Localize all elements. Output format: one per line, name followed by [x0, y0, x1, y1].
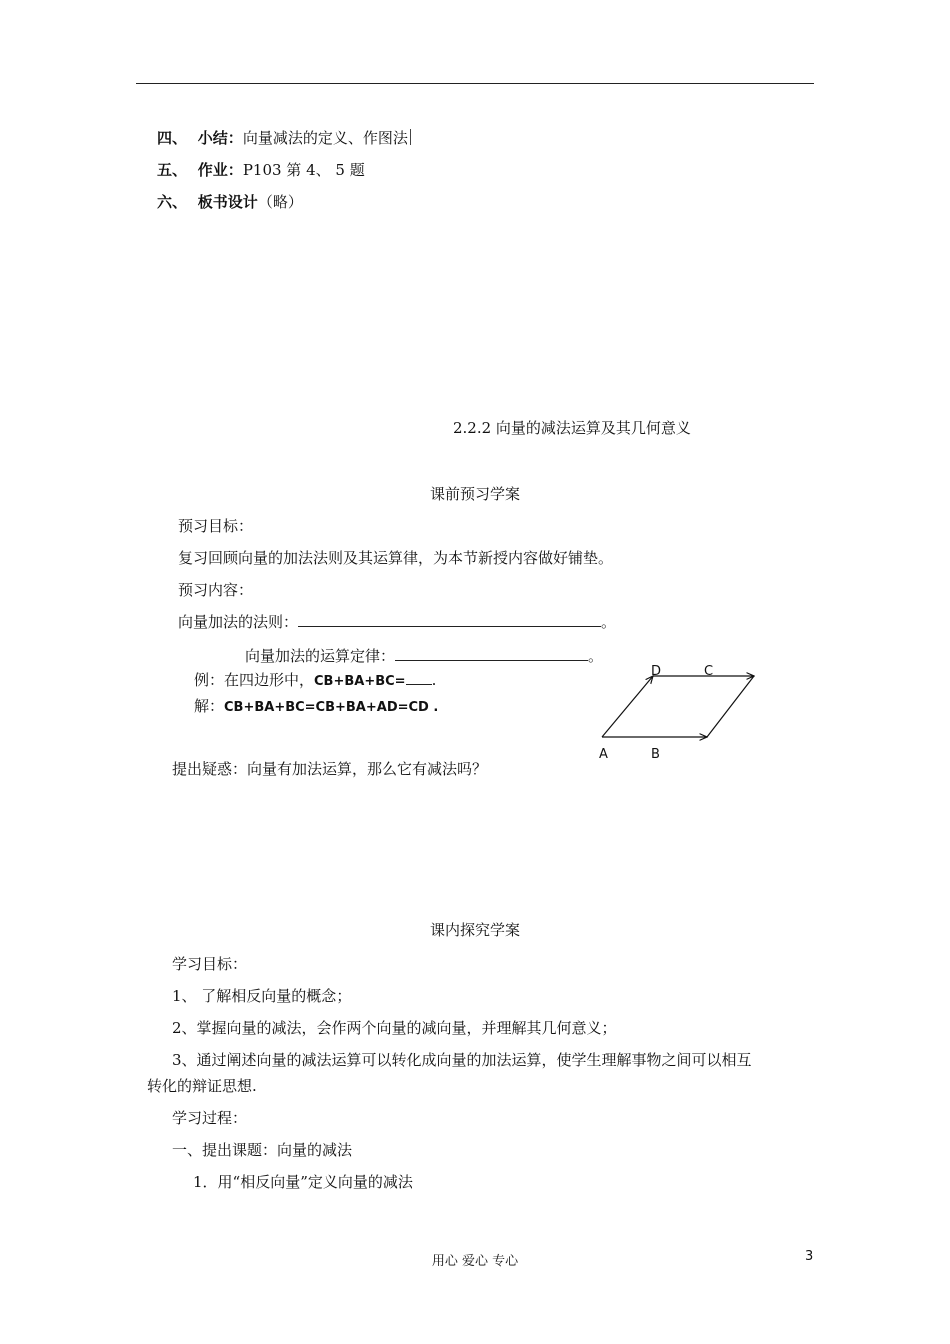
explore-goal-item: 1、 了解相反向量的概念； — [172, 987, 352, 1005]
section-text: （略） — [257, 193, 303, 211]
addition-law-label: 向量加法的运算定律： — [245, 647, 396, 665]
period: 。 — [588, 647, 604, 665]
fill-blank — [298, 612, 601, 627]
section-number: 四、 — [157, 129, 188, 147]
solution-prefix: 解： — [194, 697, 225, 715]
section-summary — [157, 128, 411, 148]
addition-law-line — [245, 646, 603, 666]
parallelogram-diagram — [590, 660, 770, 765]
fill-blank — [395, 646, 588, 661]
text-cursor — [410, 129, 411, 145]
solution-expression: CB+BA+BC=CB+BA+AD=CD . — [224, 700, 439, 715]
vertex-label-d: D — [651, 664, 662, 679]
vertex-label-b: B — [651, 747, 660, 762]
section-label: 小结： — [197, 129, 243, 147]
fill-blank — [406, 670, 432, 685]
period: 。 — [601, 613, 617, 631]
example-expression: CB+BA+BC= — [314, 674, 406, 689]
vertex-label-c: C — [704, 664, 714, 679]
vector-ad — [602, 676, 653, 737]
preview-goal-label: 预习目标： — [178, 517, 254, 535]
preview-content-label: 预习内容： — [178, 581, 254, 599]
process-substep: 1．用“相反向量”定义向量的减法 — [193, 1173, 413, 1191]
process-label: 学习过程： — [172, 1109, 248, 1127]
lesson-title: 2.2.2 向量的减法运算及其几何意义 — [453, 419, 691, 437]
section-text: P103 第 4、 5 题 — [242, 161, 365, 179]
explore-heading: 课内探究学案 — [429, 921, 520, 939]
explore-goal-item-continued: 转化的辩证思想. — [147, 1077, 257, 1095]
section-text: 向量减法的定义、作图法 — [242, 129, 408, 147]
section-board-design — [157, 192, 303, 212]
preview-goal-text: 复习回顾向量的加法法则及其运算律，为本节新授内容做好铺垫。 — [178, 549, 614, 567]
addition-rule-line — [178, 612, 616, 632]
example-end: . — [431, 671, 437, 689]
explore-goal-item: 2、掌握向量的减法，会作两个向量的减向量，并理解其几何意义； — [172, 1019, 617, 1037]
footer-motto: 用心 爱心 专心 — [431, 1254, 519, 1269]
example-line — [194, 670, 436, 692]
segment-bc — [707, 676, 754, 737]
process-step: 一、提出课题：向量的减法 — [172, 1141, 353, 1159]
addition-rule-label: 向量加法的法则： — [178, 613, 299, 631]
page-number: 3 — [805, 1249, 814, 1264]
explore-goal-label: 学习目标： — [172, 955, 248, 973]
example-prefix: 例：在四边形中， — [194, 671, 315, 689]
section-number: 五、 — [157, 161, 188, 179]
section-label: 板书设计 — [197, 193, 258, 211]
section-homework — [157, 160, 365, 180]
preview-heading: 课前预习学案 — [429, 485, 520, 503]
solution-line — [194, 696, 438, 718]
section-label: 作业： — [197, 161, 243, 179]
section-number: 六、 — [157, 193, 188, 211]
explore-goal-item: 3、通过阐述向量的减法运算可以转化成向量的加法运算，使学生理解事物之间可以相互 — [172, 1051, 752, 1069]
header-rule — [136, 83, 814, 84]
question-line: 提出疑惑：向量有加法运算，那么它有减法吗？ — [172, 760, 488, 778]
vertex-label-a: A — [599, 747, 608, 762]
